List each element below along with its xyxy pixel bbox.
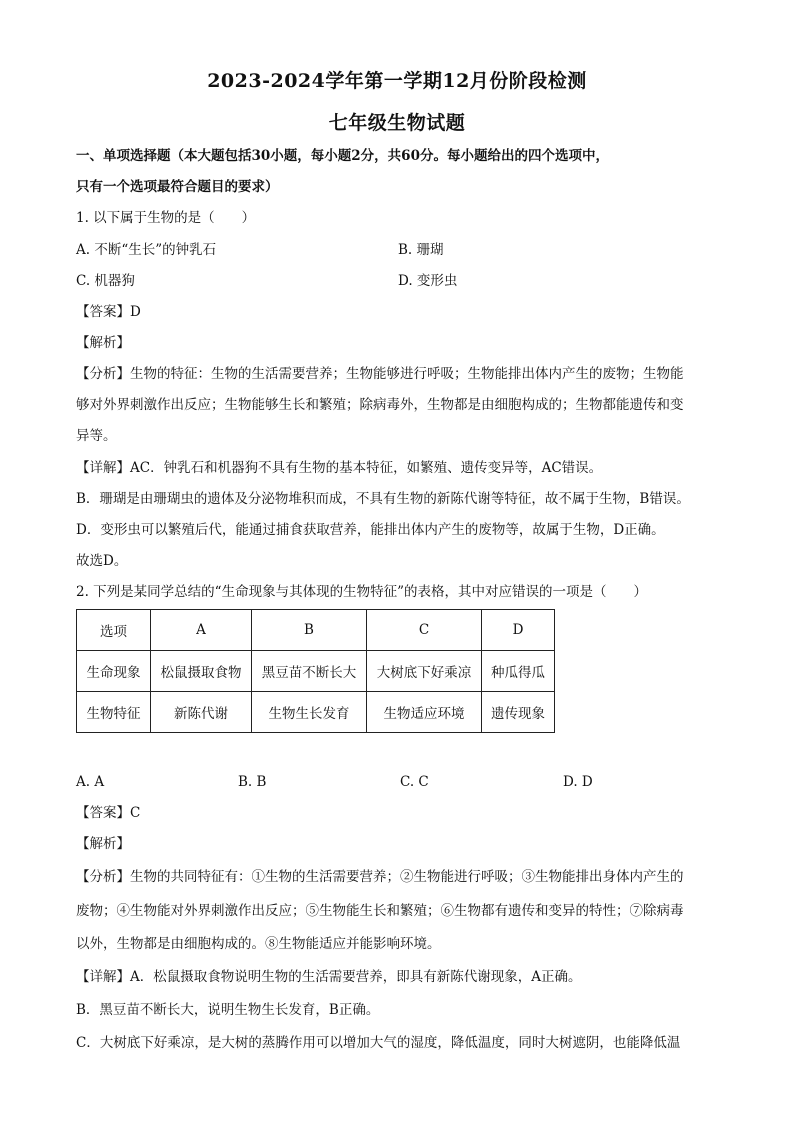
q2-detail-line: 【详解】A．松鼠摄取食物说明生物的生活需要营养，即具有新陈代谢现象，A正确。 bbox=[76, 969, 582, 985]
q2-option-d: D. D bbox=[563, 774, 593, 790]
table-cell: 新陈代谢 bbox=[151, 692, 252, 733]
q2-fenxi-line: 以外，生物都是由细胞构成的。⑧生物能适应并能影响环境。 bbox=[76, 936, 441, 952]
q2-table bbox=[76, 609, 555, 733]
section-heading-line-1: 一、单项选择题（本大题包括30小题，每小题2分，共60分。每小题给出的四个选项中， bbox=[76, 148, 609, 164]
q2-fenxi-line: 【分析】生物的共同特征有：①生物的生活需要营养；②生物能进行呼吸；③生物能排出身体内产生的 bbox=[76, 869, 684, 885]
table-cell: 生物特征 bbox=[77, 692, 151, 733]
q2-detail-line: B．黑豆苗不断长大，说明生物生长发育，B正确。 bbox=[76, 1002, 380, 1018]
table-header-cell: A bbox=[151, 610, 252, 651]
q2-option-c: C. C bbox=[400, 774, 429, 790]
q1-detail-line: D．变形虫可以繁殖后代，能通过捕食获取营养，能排出体内产生的废物等，故属于生物，D正确。 bbox=[76, 522, 665, 538]
table-cell: 遗传现象 bbox=[482, 692, 555, 733]
q1-detail-line: B．珊瑚是由珊瑚虫的遗体及分泌物堆积而成，不具有生物的新陈代谢等特征，故不属于生物，B错误。 bbox=[76, 491, 690, 507]
q1-option-a: A. 不断“生长”的钟乳石 bbox=[76, 242, 217, 258]
table-cell: 松鼠摄取食物 bbox=[151, 651, 252, 692]
q1-detail-line: 故选D。 bbox=[76, 553, 128, 569]
table-cell: 大树底下好乘凉 bbox=[367, 651, 482, 692]
table-row bbox=[77, 651, 555, 692]
q2-fenxi-line: 废物；④生物能对外界刺激作出反应；⑤生物能生长和繁殖；⑥生物都有遗传和变异的特性；⑦除病毒 bbox=[76, 903, 684, 919]
table-row bbox=[77, 610, 555, 651]
table-header-cell: C bbox=[367, 610, 482, 651]
q1-fenxi-line: 异等。 bbox=[76, 428, 117, 444]
table-cell: 黑豆苗不断长大 bbox=[252, 651, 367, 692]
q1-option-c: C. 机器狗 bbox=[76, 273, 135, 289]
section-heading-line-2: 只有一个选项最符合题目的要求） bbox=[76, 179, 279, 195]
table-cell: 种瓜得瓜 bbox=[482, 651, 555, 692]
q2-stem: 2. 下列是某同学总结的“生命现象与其体现的生物特征”的表格，其中对应错误的一项是（ ） bbox=[76, 584, 647, 600]
q2-option-a: A. A bbox=[76, 774, 105, 790]
q2-answer: 【答案】C bbox=[76, 805, 141, 821]
table-cell: 生物生长发育 bbox=[252, 692, 367, 733]
q1-detail-line: 【详解】AC．钟乳石和机器狗不具有生物的基本特征，如繁殖、遗传变异等，AC错误。 bbox=[76, 460, 603, 476]
table-row bbox=[77, 692, 555, 733]
q2-option-b: B. B bbox=[238, 774, 267, 790]
table-header-cell: 选项 bbox=[77, 610, 151, 651]
exam-subtitle: 七年级生物试题 bbox=[328, 112, 466, 134]
exam-title: 2023-2024学年第一学期12月份阶段检测 bbox=[207, 70, 587, 92]
q1-analysis-tag: 【解析】 bbox=[76, 335, 130, 351]
table-cell: 生命现象 bbox=[77, 651, 151, 692]
table-cell: 生物适应环境 bbox=[367, 692, 482, 733]
q2-detail-line: C．大树底下好乘凉，是大树的蒸腾作用可以增加大气的湿度，降低温度，同时大树遮阴，也能降低温 bbox=[76, 1035, 681, 1051]
table-header-cell: D bbox=[482, 610, 555, 651]
q1-option-d: D. 变形虫 bbox=[398, 273, 458, 289]
q1-option-b: B. 珊瑚 bbox=[398, 242, 444, 258]
q1-answer: 【答案】D bbox=[76, 304, 141, 320]
table-header-cell: B bbox=[252, 610, 367, 651]
q1-stem: 1. 以下属于生物的是（ ） bbox=[76, 210, 256, 226]
q1-fenxi-line: 【分析】生物的特征：生物的生活需要营养；生物能够进行呼吸；生物能排出体内产生的废物；生物能 bbox=[76, 366, 684, 382]
q1-fenxi-line: 够对外界刺激作出反应；生物能够生长和繁殖；除病毒外，生物都是由细胞构成的；生物都能遗传和变 bbox=[76, 397, 684, 413]
q2-analysis-tag: 【解析】 bbox=[76, 836, 130, 852]
